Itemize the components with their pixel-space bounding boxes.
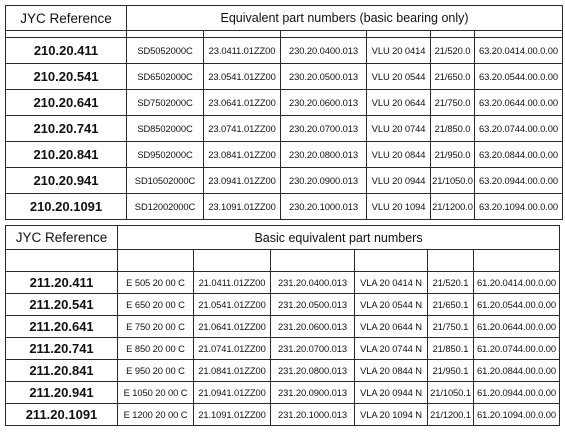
equivalent-parts-table — [5, 5, 563, 220]
part-number-cell: SD10502000C — [127, 168, 204, 194]
table-body — [6, 272, 560, 426]
jyc-reference-cell: 211.20.741 — [6, 338, 118, 360]
part-number-cell: 21/1050.1 — [428, 382, 474, 404]
part-number-cell: E 850 20 00 C — [118, 338, 194, 360]
part-number-cell: 21/520.0 — [431, 38, 475, 64]
spacer-cell — [127, 31, 204, 38]
part-number-cell: 231.20.0500.013 — [271, 294, 355, 316]
jyc-reference-header: JYC Reference — [6, 226, 118, 250]
part-number-cell: 63.20.0644.00.0.00 — [475, 90, 563, 116]
part-number-cell: 21.0941.01ZZ00 — [194, 382, 271, 404]
part-number-cell: 61.20.0644.00.0.00 — [474, 316, 560, 338]
spacer-cell — [475, 31, 563, 38]
part-number-cell: 21/850.0 — [431, 116, 475, 142]
jyc-reference-cell: 210.20.541 — [6, 64, 127, 90]
part-number-cell: VLA 20 1094 N — [355, 404, 428, 426]
part-number-cell: 61.20.1094.00.0.00 — [474, 404, 560, 426]
jyc-reference-cell: 210.20.841 — [6, 142, 127, 168]
part-number-cell: 21.0541.01ZZ00 — [194, 294, 271, 316]
spacer-cell — [118, 250, 194, 272]
table-row — [6, 194, 563, 220]
part-number-cell: 21.1091.01ZZ00 — [194, 404, 271, 426]
jyc-reference-cell: 210.20.411 — [6, 38, 127, 64]
part-number-cell: 21/1200.0 — [431, 194, 475, 220]
part-number-cell: VLA 20 0544 N — [355, 294, 428, 316]
jyc-reference-cell: 210.20.741 — [6, 116, 127, 142]
part-number-cell: 61.20.0544.00.0.00 — [474, 294, 560, 316]
part-number-cell: VLA 20 0414 N — [355, 272, 428, 294]
table-header-row — [6, 6, 563, 31]
part-number-cell: 21/650.0 — [431, 64, 475, 90]
table-header-row — [6, 226, 560, 250]
part-number-cell: 230.20.0900.013 — [281, 168, 367, 194]
part-number-cell: 231.20.1000.013 — [271, 404, 355, 426]
part-number-cell: 61.20.0844.00.0.00 — [474, 360, 560, 382]
part-number-cell: SD7502000C — [127, 90, 204, 116]
part-number-cell: VLA 20 0944 N — [355, 382, 428, 404]
part-number-cell: VLU 20 0544 — [367, 64, 431, 90]
part-number-cell: SD8502000C — [127, 116, 204, 142]
part-number-cell: 23.1091.01ZZ00 — [204, 194, 281, 220]
table-row — [6, 360, 560, 382]
jyc-reference-cell: 211.20.941 — [6, 382, 118, 404]
table-row — [6, 272, 560, 294]
jyc-reference-cell: 211.20.1091 — [6, 404, 118, 426]
part-number-cell: 21/950.1 — [428, 360, 474, 382]
table-row — [6, 338, 560, 360]
part-number-cell: 23.0641.01ZZ00 — [204, 90, 281, 116]
part-number-cell: E 750 20 00 C — [118, 316, 194, 338]
spacer-cell — [367, 31, 431, 38]
part-number-cell: E 1050 20 00 C — [118, 382, 194, 404]
jyc-reference-cell: 211.20.841 — [6, 360, 118, 382]
spacer-row — [6, 31, 563, 38]
part-number-cell: 231.20.0400.013 — [271, 272, 355, 294]
table-row — [6, 90, 563, 116]
part-number-cell: VLU 20 0944 — [367, 168, 431, 194]
spacer-cell — [355, 250, 428, 272]
jyc-reference-cell: 210.20.1091 — [6, 194, 127, 220]
jyc-reference-cell: 210.20.941 — [6, 168, 127, 194]
table-row — [6, 142, 563, 168]
spacer-cell — [204, 31, 281, 38]
part-number-cell: 231.20.0600.013 — [271, 316, 355, 338]
part-number-cell: E 650 20 00 C — [118, 294, 194, 316]
part-number-cell: 21.0411.01ZZ00 — [194, 272, 271, 294]
part-number-cell: 21/520.1 — [428, 272, 474, 294]
part-number-cell: 231.20.0700.013 — [271, 338, 355, 360]
part-number-cell: 63.20.0844.00.0.00 — [475, 142, 563, 168]
part-number-cell: 21.0641.01ZZ00 — [194, 316, 271, 338]
part-number-cell: VLU 20 1094 — [367, 194, 431, 220]
part-number-cell: 21/650.1 — [428, 294, 474, 316]
part-number-cell: 230.20.0700.013 — [281, 116, 367, 142]
part-number-cell: 61.20.0414.00.0.00 — [474, 272, 560, 294]
part-number-cell: E 1200 20 00 C — [118, 404, 194, 426]
part-number-cell: 23.0541.01ZZ00 — [204, 64, 281, 90]
part-number-cell: VLU 20 0414 — [367, 38, 431, 64]
spacer-row — [6, 250, 560, 272]
basic-equivalent-part-numbers-header: Basic equivalent part numbers — [118, 226, 560, 250]
part-number-cell: 23.0741.01ZZ00 — [204, 116, 281, 142]
part-number-cell: E 950 20 00 C — [118, 360, 194, 382]
part-number-cell: SD12002000C — [127, 194, 204, 220]
part-number-cell: 63.20.0744.00.0.00 — [475, 116, 563, 142]
equivalent-part-numbers-header: Equivalent part numbers (basic bearing only) — [127, 6, 563, 31]
part-number-cell: VLU 20 0644 — [367, 90, 431, 116]
part-number-cell: VLU 20 0844 — [367, 142, 431, 168]
spacer-cell — [431, 31, 475, 38]
part-number-cell: VLA 20 0644 N — [355, 316, 428, 338]
part-number-cell: 21.0841.01ZZ00 — [194, 360, 271, 382]
part-number-cell: 21/750.0 — [431, 90, 475, 116]
part-number-cell: 231.20.0900.013 — [271, 382, 355, 404]
table-row — [6, 116, 563, 142]
table-row — [6, 294, 560, 316]
part-number-cell: 230.20.0400.013 — [281, 38, 367, 64]
part-number-cell: E 505 20 00 C — [118, 272, 194, 294]
part-number-cell: 21/950.0 — [431, 142, 475, 168]
part-number-cell: 23.0411.01ZZ00 — [204, 38, 281, 64]
spacer-cell — [6, 250, 118, 272]
jyc-reference-cell: 210.20.641 — [6, 90, 127, 116]
part-number-cell: SD6502000C — [127, 64, 204, 90]
table-row — [6, 316, 560, 338]
part-number-cell: 23.0841.01ZZ00 — [204, 142, 281, 168]
jyc-reference-header: JYC Reference — [6, 6, 127, 31]
part-number-cell: 230.20.0800.013 — [281, 142, 367, 168]
part-number-cell: 231.20.0800.013 — [271, 360, 355, 382]
part-number-cell: 21/1050.0 — [431, 168, 475, 194]
part-number-cell: VLA 20 0744 N — [355, 338, 428, 360]
jyc-reference-cell: 211.20.641 — [6, 316, 118, 338]
part-number-cell: 23.0941.01ZZ00 — [204, 168, 281, 194]
table-row — [6, 168, 563, 194]
table-row — [6, 38, 563, 64]
spacer-cell — [194, 250, 271, 272]
part-number-cell: SD5052000C — [127, 38, 204, 64]
part-number-cell: VLU 20 0744 — [367, 116, 431, 142]
table-row — [6, 382, 560, 404]
part-number-cell: 21/850.1 — [428, 338, 474, 360]
jyc-reference-cell: 211.20.411 — [6, 272, 118, 294]
spacer-cell — [271, 250, 355, 272]
part-number-cell: 21/1200.1 — [428, 404, 474, 426]
part-number-cell: 63.20.0544.00.0.00 — [475, 64, 563, 90]
part-number-cell: 230.20.1000.013 — [281, 194, 367, 220]
spacer-cell — [6, 31, 127, 38]
table-row — [6, 404, 560, 426]
part-number-cell: 61.20.0944.00.0.00 — [474, 382, 560, 404]
part-number-cell: 21/750.1 — [428, 316, 474, 338]
part-number-cell: 21.0741.01ZZ00 — [194, 338, 271, 360]
part-number-cell: 63.20.1094.00.0.00 — [475, 194, 563, 220]
part-number-cell: VLA 20 0844 N — [355, 360, 428, 382]
spacer-cell — [428, 250, 474, 272]
table-body — [6, 38, 563, 220]
basic-equivalent-parts-table — [5, 225, 560, 426]
part-number-cell: 61.20.0744.00.0.00 — [474, 338, 560, 360]
part-number-cell: 63.20.0414.00.0.00 — [475, 38, 563, 64]
part-number-cell: 230.20.0500.013 — [281, 64, 367, 90]
part-number-cell: SD9502000C — [127, 142, 204, 168]
spacer-cell — [474, 250, 560, 272]
part-number-cell: 230.20.0600.013 — [281, 90, 367, 116]
table-row — [6, 64, 563, 90]
jyc-reference-cell: 211.20.541 — [6, 294, 118, 316]
part-number-cell: 63.20.0944.00.0.00 — [475, 168, 563, 194]
spacer-cell — [281, 31, 367, 38]
